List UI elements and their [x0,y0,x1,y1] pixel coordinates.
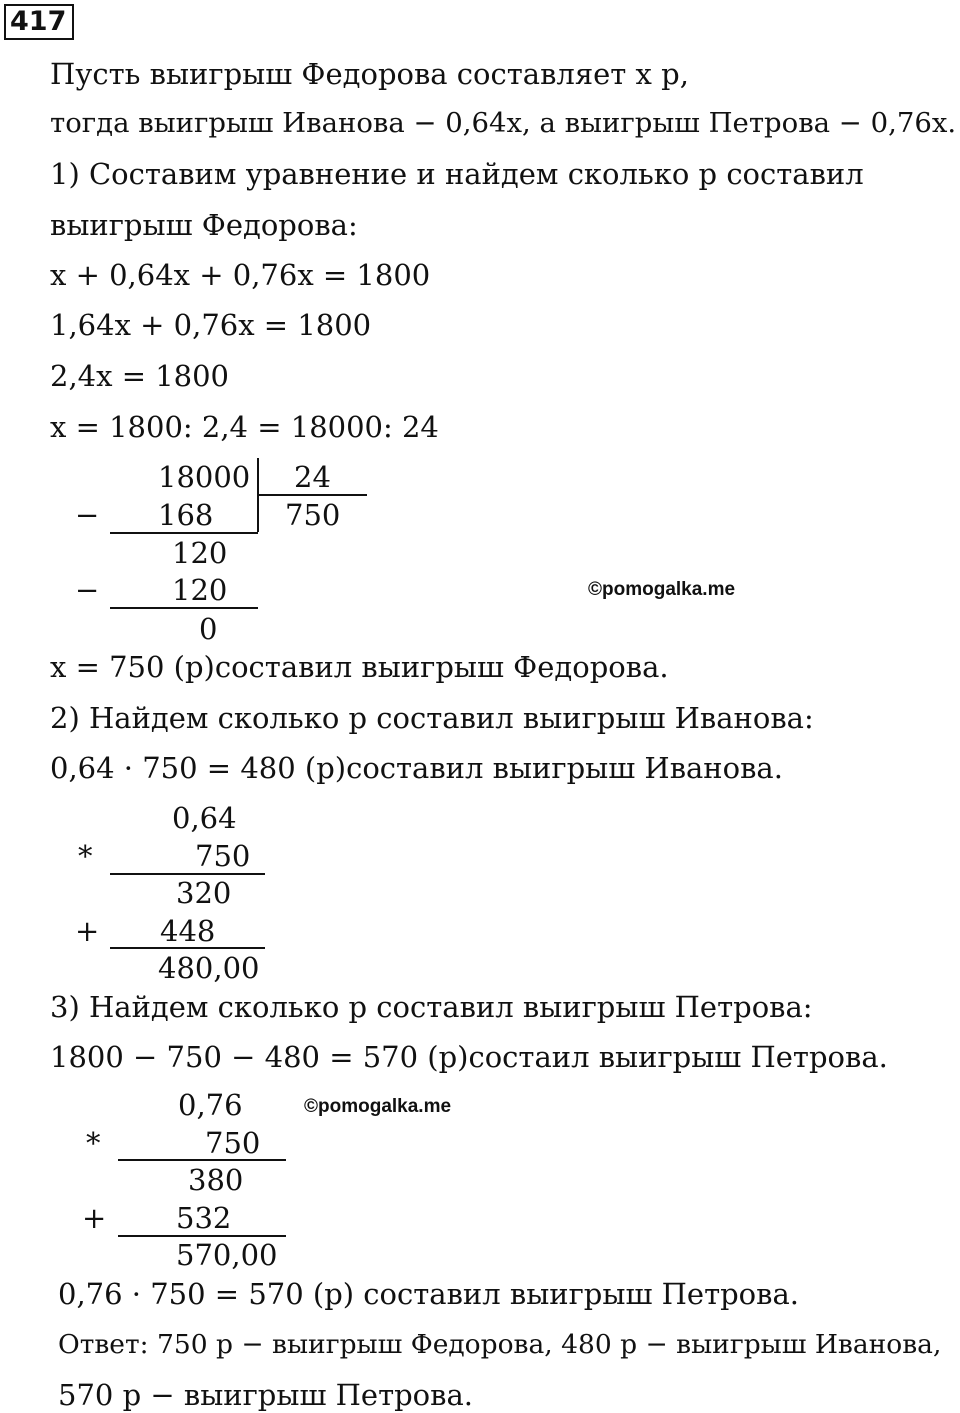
division-subtrahend-2: 120 [172,573,228,607]
answer-line-2: 570 р − выигрыш Петрова. [58,1378,473,1412]
mult-ivanov-rule-2 [110,947,265,949]
mult-petrov-factor-a: 0,76 [178,1088,243,1122]
division-quotient: 750 [285,498,341,532]
mult-ivanov-rule-1 [110,873,265,875]
text-line-3: 1) Составим уравнение и найдем сколько р составил [50,157,864,191]
division-subtrahend-1: 168 [158,498,214,532]
text-line-14: 0,76 · 750 = 570 (р) составил выигрыш Петрова. [58,1277,799,1311]
mult-petrov-plus: + [82,1201,107,1235]
mult-ivanov-factor-a: 0,64 [172,801,237,835]
text-line-4: выигрыш Федорова: [50,208,358,242]
equation-4: x = 1800: 2,4 = 18000: 24 [50,410,439,444]
mult-ivanov-partial-2: 448 [160,914,216,948]
watermark-1: ©pomogalka.me [588,579,736,600]
watermark-2: ©pomogalka.me [304,1096,452,1117]
mult-petrov-rule-1 [118,1159,286,1161]
equation-3: 2,4x = 1800 [50,359,230,393]
mult-petrov-factor-b: 750 [205,1126,261,1160]
division-rule-1 [110,532,258,534]
mult-petrov-rule-2 [118,1235,286,1237]
division-remainder-1: 120 [172,536,228,570]
text-line-9: x = 750 (р)составил выигрыш Федорова. [50,650,669,684]
text-line-2: тогда выигрыш Иванова − 0,64x, а выигрыш Петрова − 0,76x. [50,107,957,139]
text-line-12: 3) Найдем сколько р составил выигрыш Петрова: [50,990,813,1024]
text-line-13: 1800 − 750 − 480 = 570 (р)состаил выигрыш Петрова. [50,1040,888,1074]
division-dividend: 18000 [158,460,251,494]
mult-ivanov-plus: + [75,914,100,948]
text-line-11: 0,64 · 750 = 480 (р)составил выигрыш Иванова. [50,751,783,785]
division-divisor: 24 [294,460,331,494]
mult-petrov-partial-2: 532 [176,1201,232,1235]
division-bracket-horizontal [257,494,367,496]
mult-ivanov-factor-b: 750 [195,839,251,873]
mult-ivanov-partial-1: 320 [176,876,232,910]
mult-ivanov-operator: * [78,839,93,873]
answer-line-1: Ответ: 750 р − выигрыш Федорова, 480 р − выигрыш Иванова, [58,1329,942,1360]
equation-1: x + 0,64x + 0,76x = 1800 [50,258,431,292]
mult-petrov-operator: * [86,1126,101,1160]
division-minus-2: − [75,573,100,607]
mult-ivanov-result: 480,00 [158,951,260,985]
division-rule-2 [110,607,258,609]
problem-number: 417 [4,4,74,40]
mult-petrov-partial-1: 380 [188,1163,244,1197]
text-line-1: Пусть выигрыш Федорова составляет x р, [50,57,689,91]
text-line-10: 2) Найдем сколько р составил выигрыш Иванова: [50,701,814,735]
equation-2: 1,64x + 0,76x = 1800 [50,308,372,342]
mult-petrov-result: 570,00 [176,1238,278,1272]
division-remainder-2: 0 [199,612,218,646]
division-minus-1: − [75,498,100,532]
